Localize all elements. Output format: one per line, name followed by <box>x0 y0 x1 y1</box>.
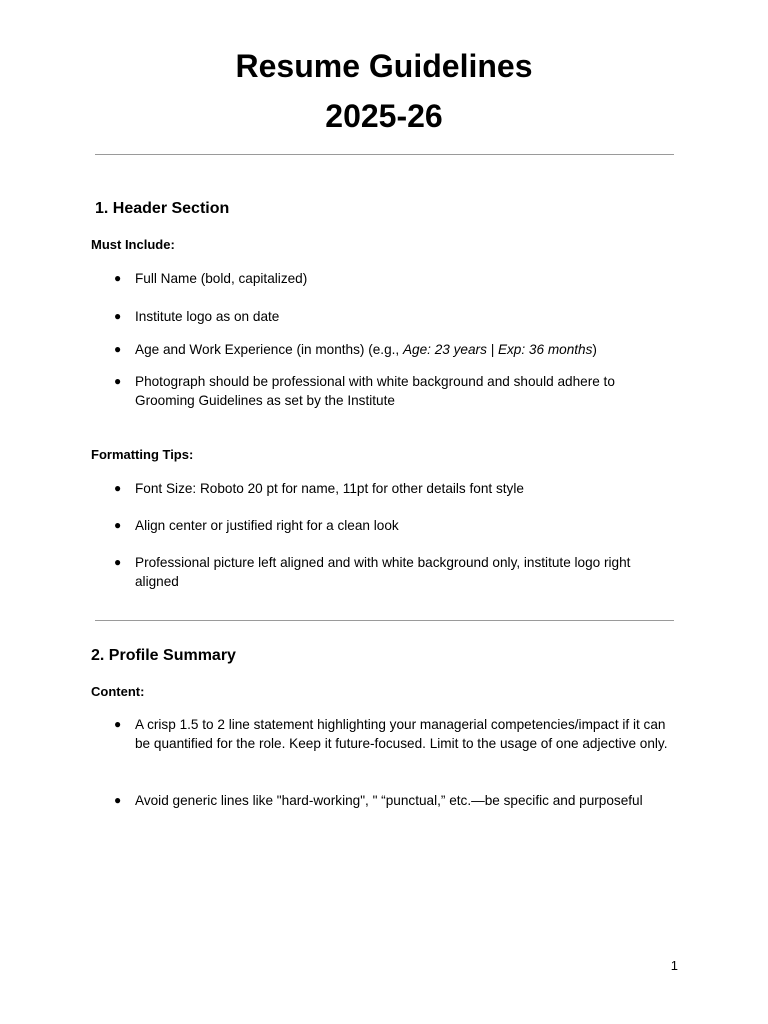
bullet-icon: ● <box>114 717 122 731</box>
list-item-text: Avoid generic lines like "hard-working", " “punctual,” etc.—be specific and purposeful <box>135 793 643 808</box>
list-item <box>114 479 674 498</box>
list-item <box>114 372 674 410</box>
age-experience-example: Age: 23 years | Exp: 36 months <box>402 342 593 357</box>
bullet-icon: ● <box>114 793 122 807</box>
bullet-icon: ● <box>114 374 122 388</box>
bullet-icon: ● <box>114 271 122 285</box>
bullet-icon: ● <box>114 518 122 532</box>
list-item-text-age-experience <box>135 340 674 359</box>
age-experience-close: ) <box>592 342 597 357</box>
age-experience-text: Age and Work Experience (in months) (e.g., <box>135 342 403 357</box>
list-item <box>114 715 674 753</box>
bullet-icon: ● <box>114 309 122 323</box>
page-number: 1 <box>670 958 678 973</box>
divider-middle <box>95 620 674 621</box>
list-item-text: Institute logo as on date <box>135 309 280 324</box>
list-item-text: Align center or justified right for a clean look <box>135 518 399 533</box>
list-item-text: Photograph should be professional with white background and should adhere to Grooming Guidelines as set by the Institute <box>135 374 615 408</box>
list-item <box>114 269 674 288</box>
list-item-text: Font Size: Roboto 20 pt for name, 11pt for other details font style <box>135 481 524 496</box>
list-item <box>114 516 674 535</box>
list-item-text: Full Name (bold, capitalized) <box>135 271 308 286</box>
list-item-text: A crisp 1.5 to 2 line statement highlighting your managerial competencies/impact if it can be quantified for the role. Keep it future-focused. Limit to the usage of one adjective only. <box>135 717 668 751</box>
bullet-icon: ● <box>114 481 122 495</box>
document-title: Resume Guidelines <box>235 48 533 84</box>
divider-top <box>95 154 674 155</box>
list-item <box>114 553 674 591</box>
label-must-include: Must Include: <box>91 237 175 252</box>
label-content: Content: <box>91 684 145 699</box>
document-year: 2025-26 <box>325 98 443 134</box>
bullet-icon: ● <box>114 342 122 356</box>
bullet-icon: ● <box>114 555 122 569</box>
list-item <box>114 307 674 326</box>
list-item-text: Professional picture left aligned and with white background only, institute logo right aligned <box>135 555 631 589</box>
section-heading-header: 1. Header Section <box>95 200 230 217</box>
list-item <box>114 340 674 359</box>
section-heading-profile-summary: 2. Profile Summary <box>91 647 236 664</box>
list-item <box>114 791 674 810</box>
label-formatting-tips: Formatting Tips: <box>91 447 194 462</box>
